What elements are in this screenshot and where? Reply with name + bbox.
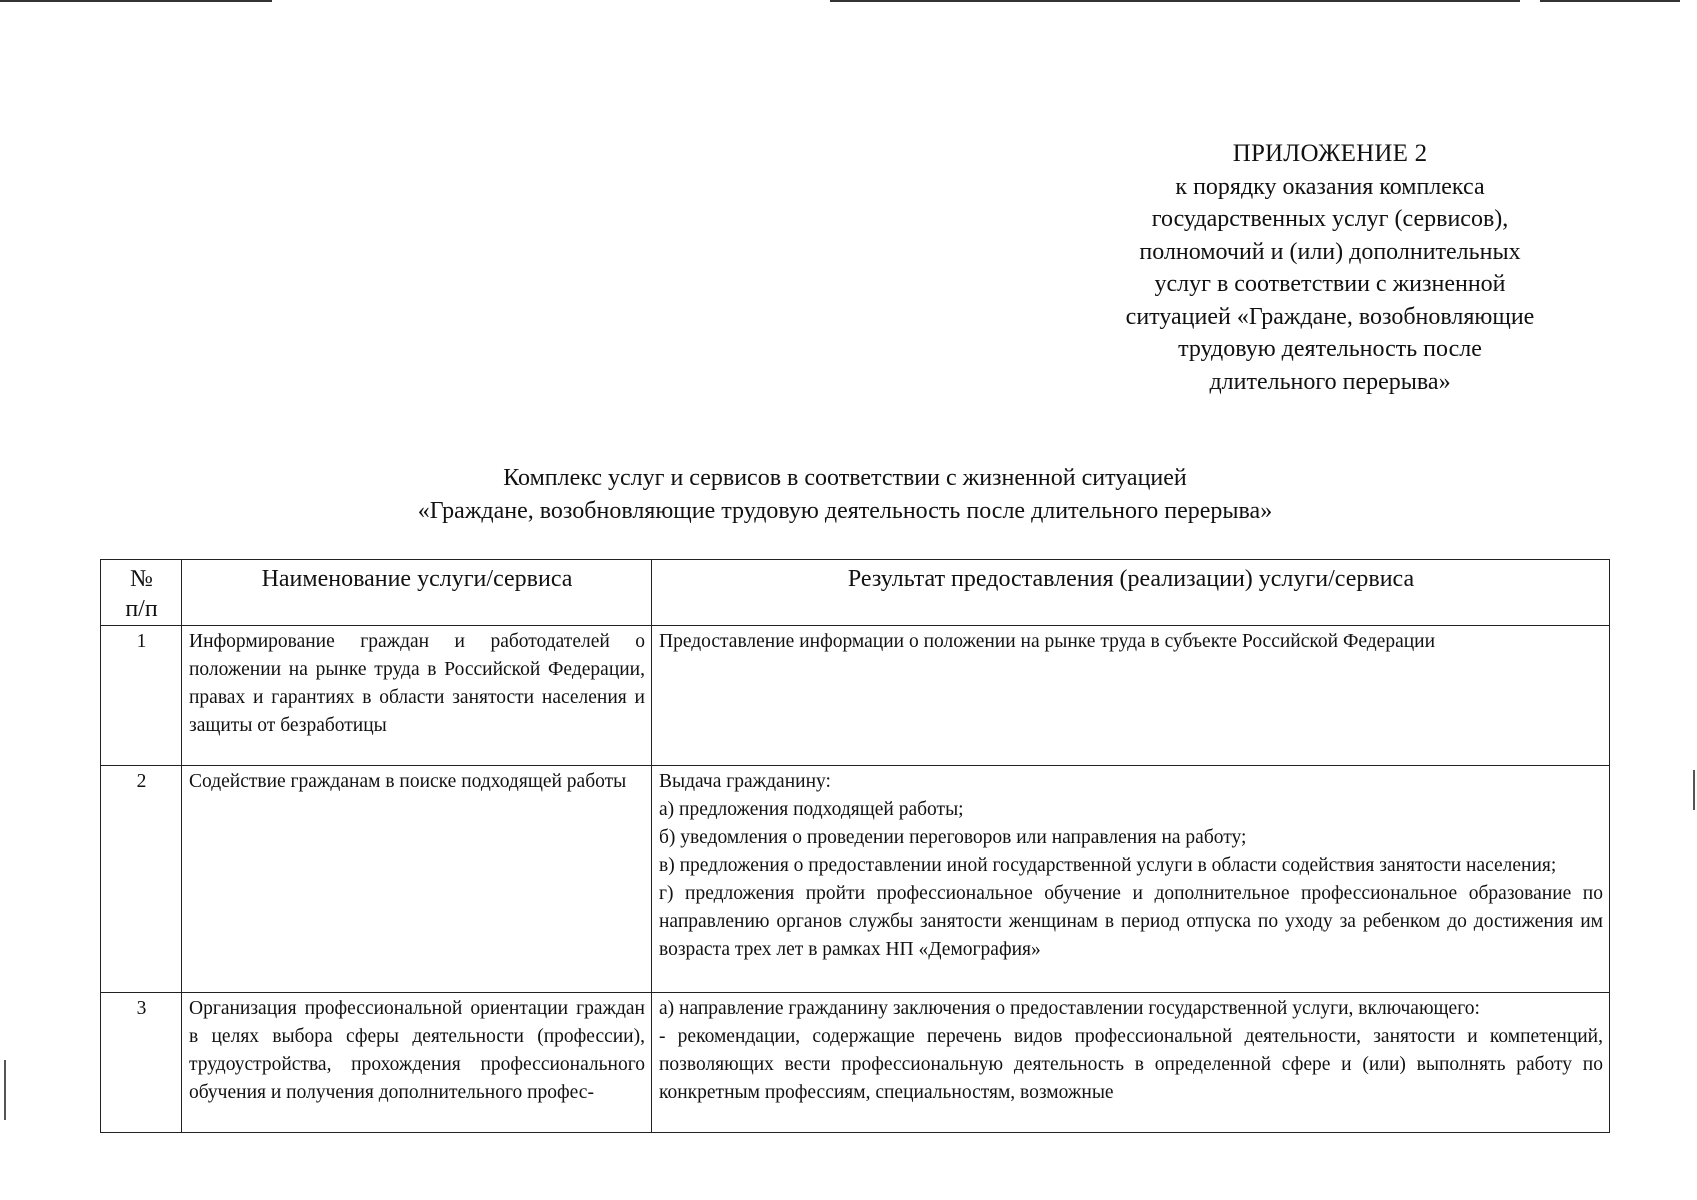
header-number [101,560,182,626]
document-title [100,462,1590,528]
table-row [101,766,1610,993]
result-line: а) направление гражданину заключения о предоставлении государственной услуги, включающего: [659,998,1480,1019]
services-table [100,559,1610,1133]
appendix-line: к порядку оказания комплекса [1175,173,1485,200]
row-number: 2 [101,766,182,993]
table-header-row [101,560,1610,626]
scan-edge-mark [830,0,1520,2]
scan-edge-mark [0,0,272,2]
row-number: 1 [101,626,182,766]
result-line: Выдача гражданину: [659,771,831,792]
appendix-line: длительного перерыва» [1209,368,1451,395]
scan-side-mark [4,1060,6,1120]
row-service-result [652,766,1610,993]
appendix-line: государственных услуг (сервисов), [1151,206,1509,232]
header-service-name: Наименование услуги/сервиса [182,560,652,626]
document-title-line: «Граждане, возобновляющие трудовую деятельность после длительного перерыва» [417,498,1273,524]
appendix-line: полномочий и (или) дополнительных [1139,238,1521,265]
table-row [101,626,1610,766]
result-line: в) предложения о предоставлении иной государственной услуги в области содействия занятости населения; [659,855,1557,876]
header-number-line: № [130,566,153,592]
scan-edge-mark [1540,0,1680,2]
header-number-line: п/п [125,596,158,622]
row-service-name: Организация профессиональной ориентации граждан в целях выбора сферы деятельности (профессии), трудоустройства, прохождения профессионального обучения и получения дополнительного профес- [182,993,652,1133]
result-line: - рекомендации, содержащие перечень видов профессиональной деятельности, занятости и компетенций, позволяющих вести профессиональную деятельность в определенной сфере и (или) выполнять работу по конкретным профессиям, специальностям, возможные [659,1026,1603,1103]
appendix-line: ситуацией «Граждане, возобновляющие [1125,303,1535,330]
result-line: а) предложения подходящей работы; [659,799,964,820]
appendix-title: ПРИЛОЖЕНИЕ 2 [1232,140,1428,167]
appendix-line: трудовую деятельность после [1178,336,1482,362]
result-line: Предоставление информации о положении на рынке труда в субъекте Российской Федерации [659,631,1436,652]
row-service-result [652,993,1610,1133]
header-service-result: Результат предоставления (реализации) услуги/сервиса [652,560,1610,626]
row-service-name: Содействие гражданам в поиске подходящей работы [182,766,652,993]
scan-side-mark [1693,770,1695,810]
row-service-result [652,626,1610,766]
document-title-line: Комплекс услуг и сервисов в соответствии с жизненной ситуацией [503,465,1187,491]
result-line: г) предложения пройти профессиональное обучение и дополнительное профессиональное образование по направлению органов службы занятости женщинам в период отпуска по уходу за ребенком до достижения им возраста трех лет в рамках НП «Демография» [659,883,1603,960]
result-line: б) уведомления о проведении переговоров или направления на работу; [659,827,1247,848]
row-service-name: Информирование граждан и работодателей о положении на рынке труда в Российской Федерации, правах и гарантиях в области занятости населения и защиты от безработицы [182,626,652,766]
appendix-header [1050,138,1610,398]
appendix-line: услуг в соответствии с жизненной [1154,271,1506,297]
row-number: 3 [101,993,182,1133]
table-row [101,993,1610,1133]
